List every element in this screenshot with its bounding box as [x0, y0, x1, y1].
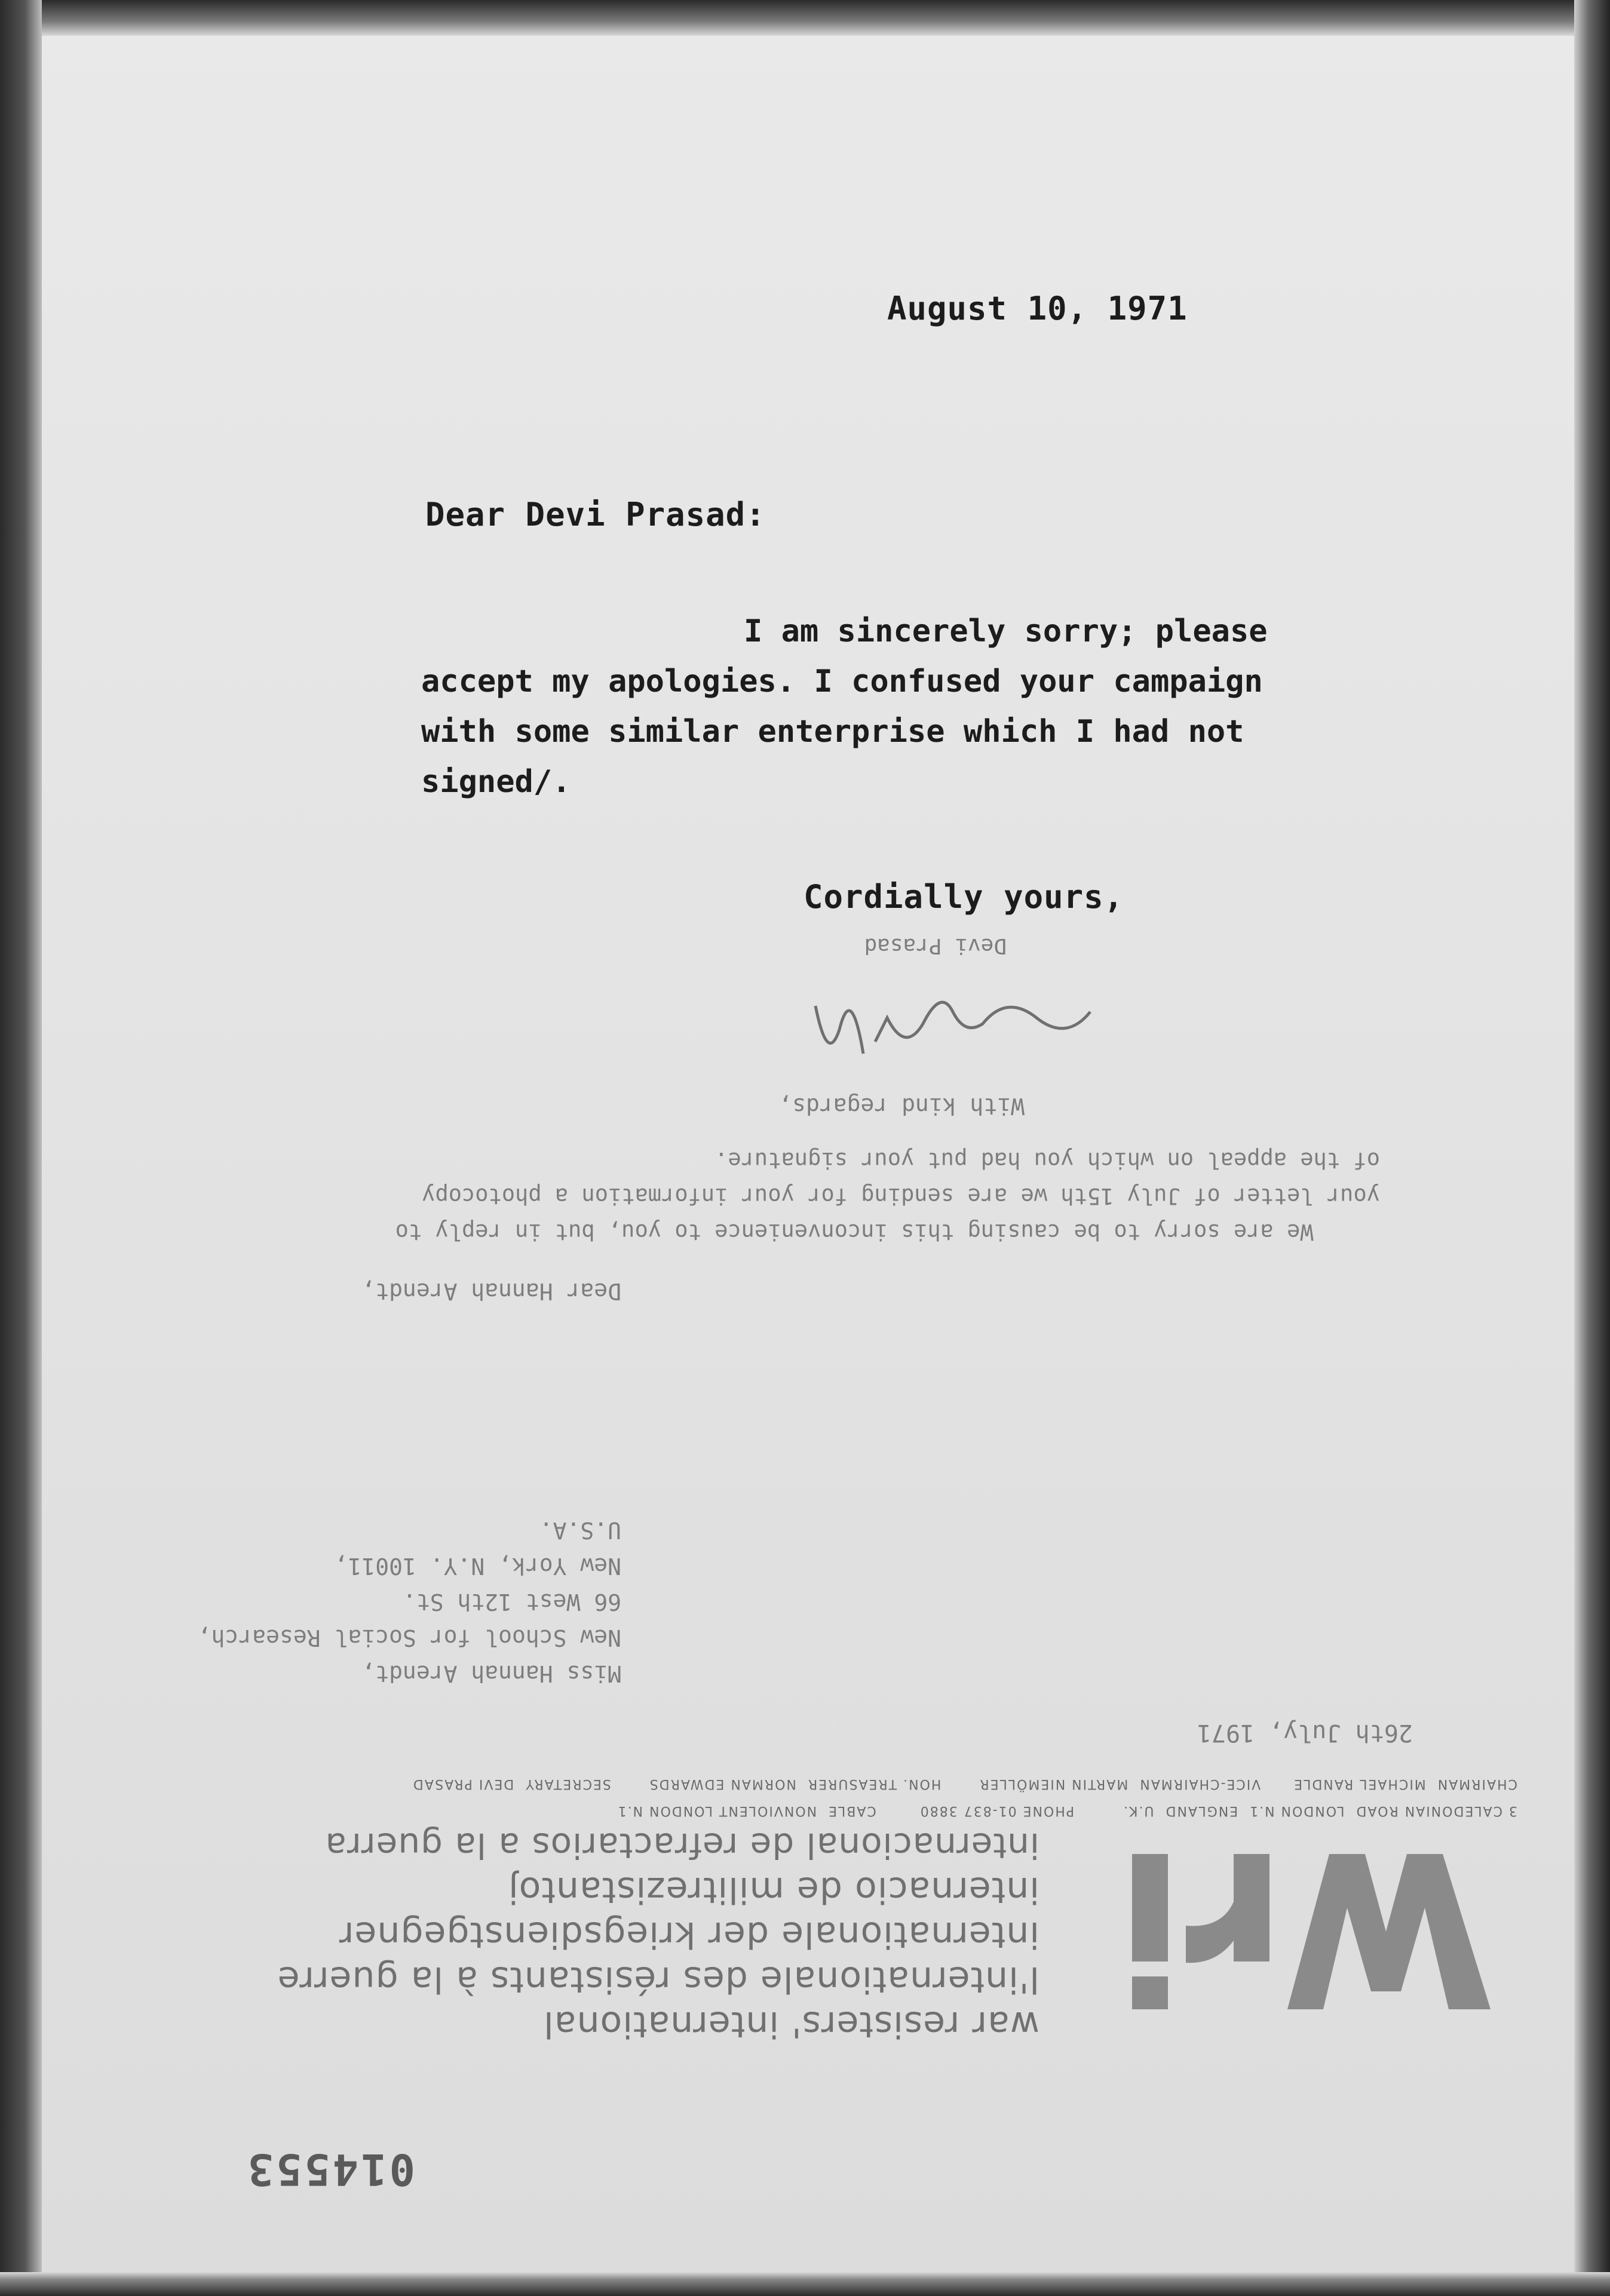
reverse-salutation: Dear Hannah Arendt,: [361, 1278, 621, 1304]
letter-closing: Cordially yours,: [804, 878, 1124, 916]
reverse-address-line: New York, N.Y. 10011,: [334, 1553, 621, 1579]
reverse-date: 26th July, 1971: [1197, 1719, 1413, 1746]
letterhead-name-5: internacional de refractarios a la guerra: [324, 1825, 1039, 1866]
reference-number: 014553: [245, 2144, 415, 2194]
letterhead-name-4: internacio de militrezistantoj: [508, 1869, 1039, 1911]
reverse-signer: Devi Prasad: [864, 934, 1007, 958]
reverse-body-line: your letter of July 15th we are sending for your information a photocopy: [422, 1183, 1380, 1209]
letter-body-line: with some similar enterprise which I had not: [421, 714, 1244, 750]
letter-body: [421, 606, 1317, 807]
reverse-address-line: 66 West 12th St.: [402, 1589, 621, 1615]
letter-date: August 10, 1971: [887, 290, 1188, 327]
reverse-address-line: Miss Hannah Arendt,: [361, 1660, 621, 1687]
reverse-address-line: U.S.A.: [539, 1517, 621, 1543]
reverse-body-line: We are sorry to be causing this inconvenience to you, but in reply to: [395, 1219, 1380, 1245]
reverse-signature: [792, 970, 1102, 1078]
letterhead-name-3: internationale der kriegsdienstgegner: [338, 1914, 1039, 1956]
letterhead-officers: CHAIRMAN MICHAEL RANDLE VICE-CHAIRMAN MARTIN NIEMÖLLER HON. TREASURER NORMAN EDWARDS SECRETARY DEVI PRASAD: [412, 1776, 1517, 1791]
reverse-regards: With kind regards,: [778, 1093, 1025, 1119]
wri-logo: [1096, 1830, 1502, 2045]
reverse-body-line: of the appeal on which you had put your signature.: [714, 1147, 1380, 1173]
letterhead-name-2: l'internationale des résistants à la guerre: [277, 1959, 1039, 2000]
letter-body-line: I am sincerely sorry; please: [744, 613, 1268, 649]
letterhead-name-1: war resisters' international: [543, 2003, 1039, 2045]
letterhead-address: 3 CALEDONIAN ROAD LONDON N.1 ENGLAND U.K. PHONE 01-837 3880 CABLE NONVIOLENT LONDON N.1: [617, 1803, 1517, 1818]
letter-salutation: Dear Devi Prasad:: [425, 496, 766, 533]
reverse-address-line: New School for Social Research,: [197, 1625, 621, 1651]
letter-body-line: accept my apologies. I confused your campaign: [421, 664, 1263, 699]
letter-body-line: signed/.: [421, 764, 571, 800]
